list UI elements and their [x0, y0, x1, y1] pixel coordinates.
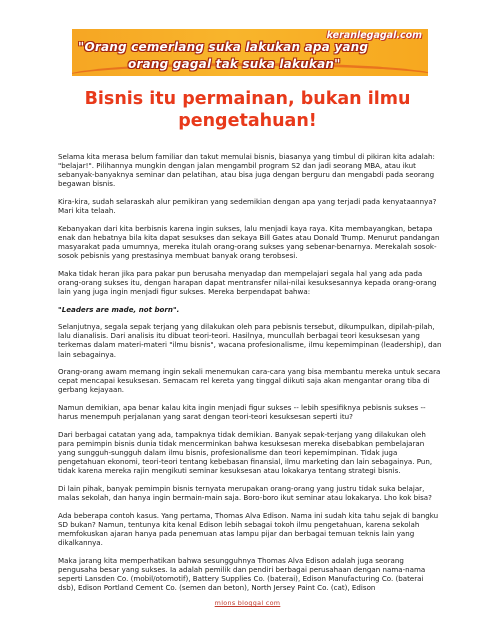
paragraph-8: Namun demikian, apa benar kalau kita ingin menjadi figur sukses -- lebih spesifiknya pebisnis sukses -- harus menempuh perjalanan yang sarat dengan teori-teori kesuksesan seperti itu?: [58, 403, 426, 422]
banner-site-url: keranlegagal.com: [326, 30, 422, 41]
paragraph-1: Selama kita merasa belum familiar dan takut memulai bisnis, biasanya yang timbul di pikiran kita adalah: "belajar!". Pilihannya mungkin dengan jalan mengambil program S2 dan jadi seorang MBA, atau ikut sebanyak-banyaknya seminar dan pelatihan, atau bisa juga dengan berguru dan mengabdi pada seorang begawan bisnis.: [58, 152, 435, 189]
footer-link[interactable]: [0, 599, 495, 607]
paragraph-4: Maka tidak heran jika para pakar pun berusaha menyadap dan mempelajari segala hal yang ada pada orang-orang sukses itu, dengan harapan dapat mentransfer nilai-nilai kesuksesannya kepada orang-orang lain yang juga ingin menjadi figur sukses. Mereka berpendapat bahwa:: [58, 268, 437, 296]
article-body: [58, 152, 443, 601]
paragraph-11: Ada beberapa contoh kasus. Yang pertama, Thomas Alva Edison. Nama ini sudah kita tahu sejak di bangku SD bukan? Namun, tentunya kita kenal Edison lebih sebagai tokoh ilmu pengetahuan, karena sekolah memfokuskan ajaran hanya pada penemuan atas lampu pijar dan berbagai temuan teknis lain yang dikalkannya.: [58, 510, 439, 548]
footer-link-text[interactable]: mlons bloggal com: [214, 599, 281, 607]
paragraph-7: Orang-orang awam memang ingin sekali menemukan cara-cara yang bisa membantu mereka untuk secara cepat mencapai kesuksesan. Semacam rel kereta yang tinggal diikuti saja akan mengantar orang tiba di gerbang kejayaan.: [58, 367, 441, 395]
paragraph-3: Kebanyakan dari kita berbisnis karena ingin sukses, lalu menjadi kaya raya. Kita membayangkan, betapa enak dan hebatnya bila kita dapat sesukses dan sekaya Bill Gates atau Donald Trump. Menurut pandangan masyarakat pada umumnya, mereka itulah orang-orang sukses yang sebenar-benarnya. Merekalah sosok-sosok pebisnis yang prestasinya membuat banyak orang terobsesi.: [58, 223, 440, 261]
article-title: Bisnis itu permainan, bukan ilmu pengetahuan!: [84, 89, 411, 131]
paragraph-12: Maka jarang kita memperhatikan bahwa sesungguhnya Thomas Alva Edison adalah juga seorang pengusaha besar yang sukses. Ia adalah pemilik dan pendiri berbagai perusahaan dengan nama-nama seperti Lansden Co. (mobil/otomotif), Battery Supplies Co. (baterai), Edison Manufacturing Co. (baterai dsb), Edison Portland Cement Co. (semen dan beton), North Jersey Paint Co. (cat), Edison: [58, 555, 426, 592]
paragraph-9: Dari berbagai catatan yang ada, tampaknya tidak demikian. Banyak sepak-terjang yang dilakukan oleh para pemimpin bisnis dunia tidak mencerminkan bahwa kesuksesan mereka disebabkan pembelajaran yang sungguh-sungguh dalam ilmu bisnis, profesionalisme dan teori kepemimpinan. Tidak juga pengetahuan ekonomi, teori-teori tentang kebebasan finansial, ilmu marketing dan lain sebagainya. Pun, tidak karena mereka rajin mengikuti seminar kesuksesan atau lokakarya tentang strategi bisnis.: [58, 429, 433, 476]
quote-leaders-made: "Leaders are made, not born".: [58, 304, 180, 314]
banner-slogan-line-2: orang gagal tak suka lakukan": [128, 57, 341, 71]
paragraph-10: Di lain pihak, banyak pemimpin bisnis ternyata merupakan orang-orang yang justru tidak suka belajar, malas sekolah, dan hanya ingin bermain-main saja. Boro-boro ikut seminar atau lokakarya. Lho kok bisa?: [58, 483, 432, 503]
banner-slogan-line-1: "Orang cemerlang suka lakukan apa yang: [78, 40, 369, 54]
header-banner: [72, 29, 428, 76]
paragraph-2: Kira-kira, sudah selaraskah alur pemikiran yang sedemikian dengan apa yang terjadi pada kenyataannya? Mari kita telaah.: [58, 196, 437, 216]
paragraph-6: Selanjutnya, segala sepak terjang yang dilakukan oleh para pebisnis tersebut, dikumpulkan, dipilah-pilah, lalu dianalisis. Dari analisis itu dibuat teori-teori. Hasilnya, muncullah berbagai teori kesuksesan yang terkemas dalam materi-materi "ilmu bisnis", wacana profesionalisme, ilmu kepemimpinan (leadership), dan lain sebagainya.: [58, 322, 442, 359]
